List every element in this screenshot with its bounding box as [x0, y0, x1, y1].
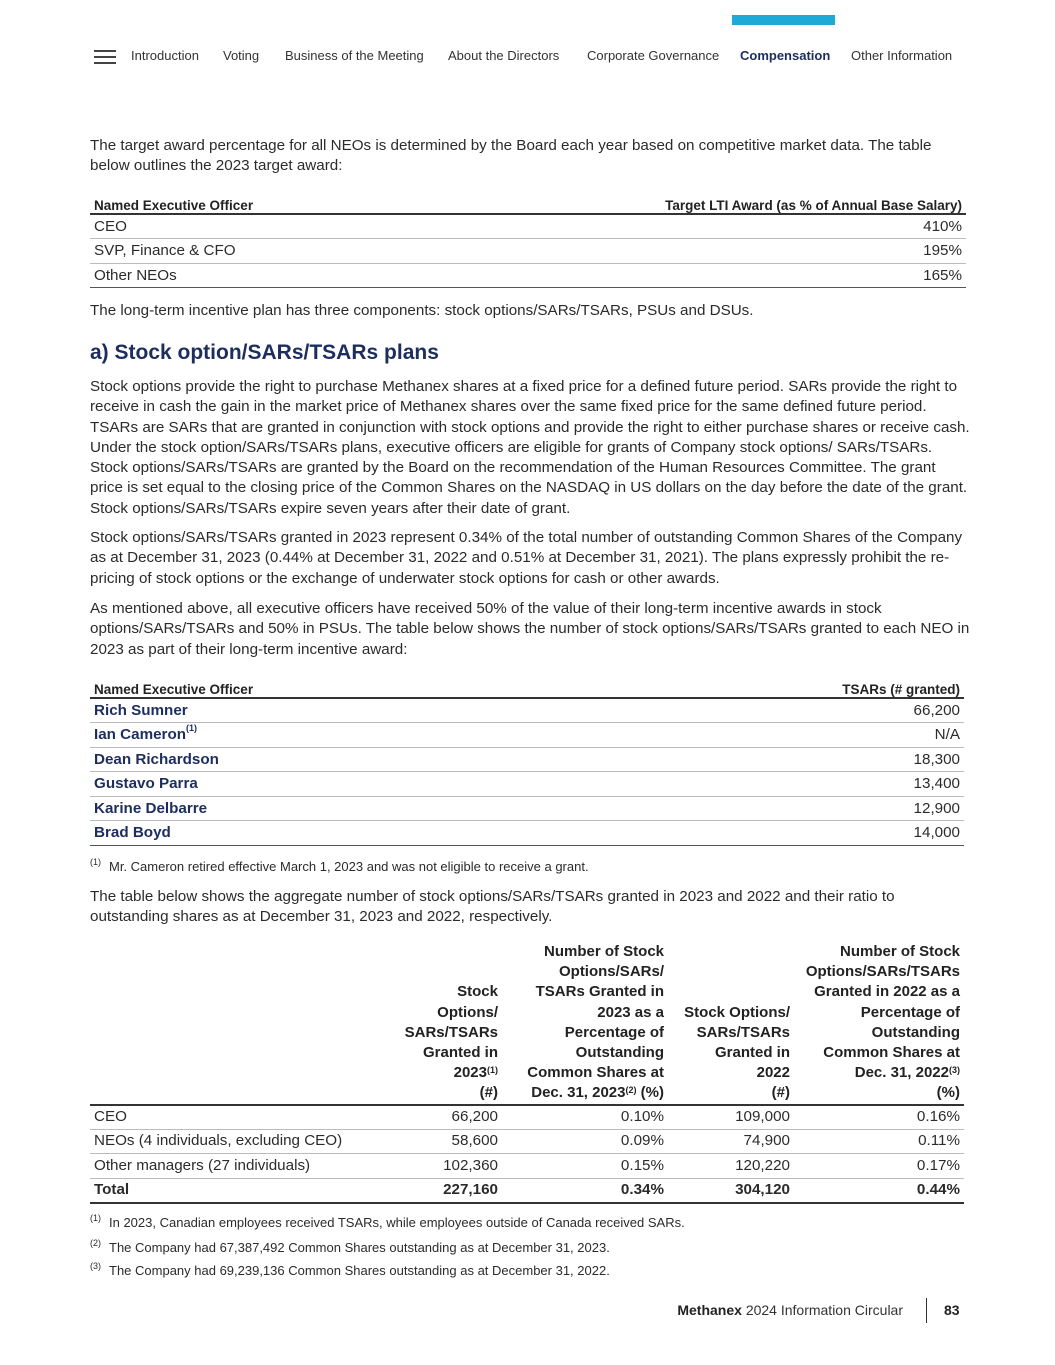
header-text: Dec. 31, 2022	[854, 1064, 949, 1082]
executive-name-text: Brad Boyd	[94, 824, 171, 842]
table-cell: 66,200	[390, 1105, 502, 1130]
header-line: Options/	[437, 1003, 498, 1021]
header-line: Stock	[457, 983, 498, 1001]
header-line	[506, 1083, 664, 1103]
nav-compensation[interactable]: Compensation	[740, 48, 831, 63]
column-header-pct-2022	[794, 942, 964, 1105]
footnote-text: In 2023, Canadian employees received TSARs, while employees outside of Canada received SARs.	[109, 1215, 685, 1230]
footer-divider	[926, 1298, 927, 1323]
aggregate-grants-table	[90, 942, 964, 1204]
tsars-granted: 18,300	[589, 747, 964, 772]
active-tab-indicator	[732, 15, 835, 25]
nav-other-information[interactable]: Other Information	[851, 48, 953, 63]
column-header: TSARs (# granted)	[589, 676, 964, 698]
column-header: Named Executive Officer	[90, 676, 589, 698]
row-label: CEO	[90, 1105, 390, 1130]
header-text: Dec. 31, 2023	[531, 1084, 626, 1102]
table-cell: 58,600	[390, 1129, 502, 1154]
footnote-marker: (1)	[90, 857, 101, 867]
executive-name	[90, 747, 589, 772]
executive-name-text: Gustavo Parra	[94, 775, 198, 793]
footer-document: 2024 Information Circular	[745, 1302, 903, 1318]
footnote-marker: (3)	[90, 1261, 101, 1271]
header-line	[394, 1063, 498, 1083]
header-line: 2022	[756, 1064, 790, 1082]
allocation-paragraph: As mentioned above, all executive officers have received 50% of the value of their long-term incentive awards in stock options/SARs/TSARs and 50% in PSUs. The table below shows the number of stock options/SARs/TSARs granted to each NEO in 2023 as part of their long-term incentive award:	[90, 600, 970, 658]
header-line: Granted in 2022 as a	[814, 983, 960, 1001]
table-row	[90, 1129, 964, 1154]
table-row	[90, 747, 964, 772]
header-line: 2023 as a	[597, 1003, 664, 1021]
intro-paragraph: The target award percentage for all NEOs is determined by the Board each year based on competitive market data. The table below outlines the 2023 target award:	[90, 137, 932, 175]
nav-business-of-the-meeting[interactable]: Business of the Meeting	[285, 48, 424, 63]
footnote-text: The Company had 67,387,492 Common Shares outstanding as at December 31, 2023.	[109, 1240, 610, 1255]
tsars-granted: 12,900	[589, 796, 964, 821]
table-cell: 102,360	[390, 1154, 502, 1179]
header-line: Granted in	[714, 1044, 790, 1062]
table-row	[90, 239, 966, 264]
footnote	[90, 859, 589, 874]
table-row	[90, 772, 964, 797]
column-header-blank	[90, 942, 390, 1105]
top-navigation	[0, 0, 1055, 80]
executive-name	[90, 772, 589, 797]
header-line: Number of Stock	[543, 943, 664, 960]
page-number: 83	[944, 1302, 960, 1318]
table-cell: 109,000	[668, 1105, 794, 1130]
executive-name-text: Ian Cameron	[94, 726, 186, 744]
table-cell: 120,220	[668, 1154, 794, 1179]
executive-name	[90, 821, 589, 846]
footnote	[90, 1240, 610, 1255]
header-text: 2023	[453, 1064, 487, 1082]
table-cell: 0.16%	[794, 1105, 964, 1130]
footnote-reference: (1)	[186, 723, 197, 734]
table-cell: 0.15%	[502, 1154, 668, 1179]
footer-brand: Methanex	[677, 1302, 742, 1318]
table-cell: 0.17%	[794, 1154, 964, 1179]
column-header: Named Executive Officer	[90, 192, 400, 214]
table-cell: 0.11%	[794, 1129, 964, 1154]
header-line: Stock Options/	[684, 1003, 790, 1021]
table-cell: 0.44%	[794, 1178, 964, 1203]
table-total-row	[90, 1178, 964, 1203]
header-line: SARs/TSARs	[696, 1023, 790, 1041]
nav-voting[interactable]: Voting	[223, 48, 260, 63]
table-cell: 195%	[400, 239, 966, 264]
executive-name	[90, 723, 589, 748]
table-cell: 0.09%	[502, 1129, 668, 1154]
header-line: Number of Stock	[839, 943, 960, 960]
row-label: NEOs (4 individuals, excluding CEO)	[90, 1129, 390, 1154]
footnote-reference: (3)	[949, 1065, 960, 1076]
table-row	[90, 1154, 964, 1179]
column-header-granted-2022	[668, 942, 794, 1105]
header-line: (#)	[771, 1084, 790, 1102]
executive-name-text: Karine Delbarre	[94, 799, 208, 817]
header-line: Common Shares at	[823, 1044, 960, 1062]
tsar-grants-table	[90, 676, 964, 846]
header-line: Options/SARs/	[558, 963, 664, 981]
table-cell: 0.34%	[502, 1178, 668, 1203]
tsars-granted: 14,000	[589, 821, 964, 846]
header-line: Percentage of	[860, 1003, 960, 1021]
executive-name-text: Rich Sumner	[94, 702, 188, 719]
header-text: (%)	[636, 1084, 664, 1102]
components-paragraph: The long-term incentive plan has three components: stock options/SARs/TSARs, PSUs and DSUs.	[90, 302, 754, 319]
table-cell: 74,900	[668, 1129, 794, 1154]
footer-title	[677, 1302, 903, 1318]
table-row	[90, 698, 964, 723]
tsars-granted: 66,200	[589, 698, 964, 723]
table-row	[90, 263, 966, 288]
row-label: Other managers (27 individuals)	[90, 1154, 390, 1179]
header-line: Options/SARs/TSARs	[805, 963, 960, 981]
tsars-granted: N/A	[589, 723, 964, 748]
row-label: Total	[90, 1178, 390, 1203]
table-cell: 165%	[400, 263, 966, 288]
table-cell: CEO	[90, 214, 400, 239]
nav-about-the-directors[interactable]: About the Directors	[448, 48, 560, 63]
executive-name	[90, 796, 589, 821]
executive-name-text: Dean Richardson	[94, 750, 219, 768]
header-line: (%)	[936, 1084, 960, 1102]
column-header: Target LTI Award (as % of Annual Base Salary)	[400, 192, 966, 214]
footnote	[90, 1263, 610, 1278]
header-line: TSARs Granted in	[535, 983, 664, 1001]
header-line: Percentage of	[564, 1023, 664, 1041]
footnote-marker: (2)	[90, 1238, 101, 1248]
header-line: Granted in	[422, 1044, 498, 1062]
footnote	[90, 1215, 685, 1230]
table-row	[90, 214, 966, 239]
table-row	[90, 1105, 964, 1130]
footnote-text: Mr. Cameron retired effective March 1, 2023 and was not eligible to receive a grant.	[109, 859, 589, 874]
header-line	[798, 1063, 960, 1083]
column-header-pct-2023	[502, 942, 668, 1105]
target-award-table	[90, 192, 966, 288]
footnote-text: The Company had 69,239,136 Common Shares outstanding as at December 31, 2022.	[109, 1263, 610, 1278]
table-row	[90, 821, 964, 846]
page-footer	[0, 1298, 1055, 1326]
aggregate-paragraph: The table below shows the aggregate number of stock options/SARs/TSARs granted in 2023 and 2022 and their ratio to outstanding shares as at December 31, 2023 and 2022, respectively.	[90, 888, 895, 926]
table-row	[90, 723, 964, 748]
table-cell: SVP, Finance & CFO	[90, 239, 400, 264]
grant-ratio-paragraph: Stock options/SARs/TSARs granted in 2023 represent 0.34% of the total number of outstanding Common Shares of the Company as at December 31, 2023 (0.44% at December 31, 2022 and 0.51% at December 31, 2021). The plans expressly prohibit the re-pricing of stock options or the exchange of underwater stock options for cash or other awards.	[90, 529, 963, 587]
table-cell: 0.10%	[502, 1105, 668, 1130]
table-cell: 227,160	[390, 1178, 502, 1203]
section-heading: a) Stock option/SARs/TSARs plans	[90, 341, 439, 364]
footnote-reference: (1)	[487, 1065, 498, 1076]
executive-name	[90, 698, 589, 723]
table-row	[90, 796, 964, 821]
column-header-granted-2023	[390, 942, 502, 1105]
table-cell: 304,120	[668, 1178, 794, 1203]
nav-corporate-governance[interactable]: Corporate Governance	[587, 48, 720, 63]
header-line: SARs/TSARs	[404, 1023, 498, 1041]
table-cell: Other NEOs	[90, 263, 400, 288]
plans-paragraph: Stock options provide the right to purchase Methanex shares at a fixed price for a defined future period. SARs provide the right to receive in cash the gain in the market price of Methanex shares over the same fixed price for the same defined future period. TSARs are SARs that are granted in conjunction with stock options and provide the right to either purchase shares or receive cash. Under the stock option/SARs/TSARs plans, executive officers are eligible for grants of Company stock options/ SARs/TSARs. Stock options/SARs/TSARs are granted by the Board on the recommendation of the Human Resources Committee. The grant price is set equal to the closing price of the Common Shares on the NASDAQ in US dollars on the day before the date of the grant. Stock options/SARs/TSARs expire seven years after their date of grant.	[90, 378, 970, 517]
table-cell: 410%	[400, 214, 966, 239]
tsars-granted: 13,400	[589, 772, 964, 797]
menu-icon[interactable]	[94, 50, 116, 64]
footnote-marker: (1)	[90, 1213, 101, 1223]
header-line: Outstanding	[871, 1023, 960, 1041]
header-line: Outstanding	[575, 1044, 664, 1062]
header-line: Common Shares at	[527, 1064, 664, 1082]
header-line: (#)	[479, 1084, 498, 1102]
nav-introduction[interactable]: Introduction	[131, 48, 199, 63]
footnote-reference: (2)	[625, 1085, 637, 1096]
